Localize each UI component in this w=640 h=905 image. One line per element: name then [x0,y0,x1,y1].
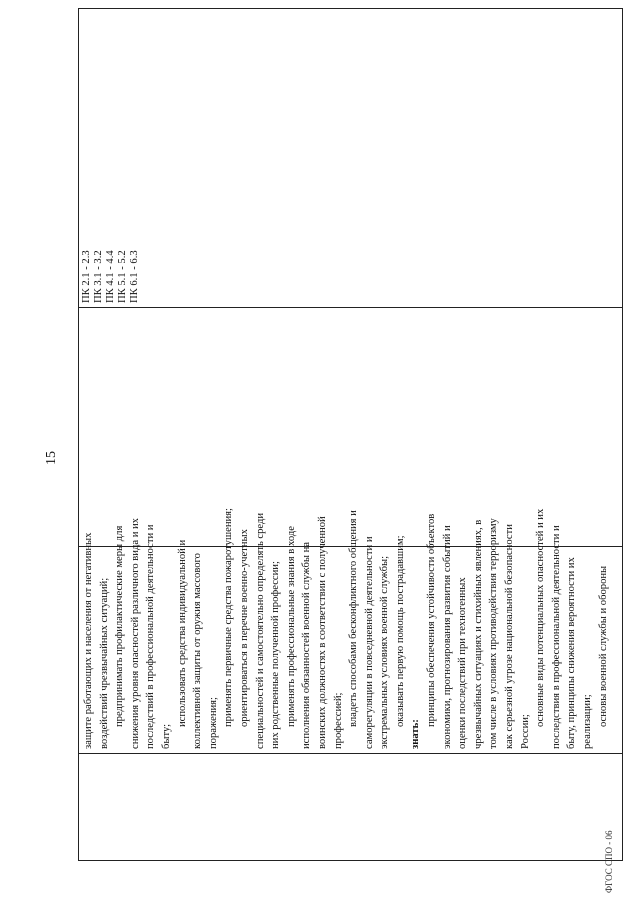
content-line: них родственные полученной профессии; [270,561,282,749]
content-line: России; [519,714,531,749]
content-line: основные виды потенциальных опасностей и их [535,508,547,727]
content-line: оценки последствий при техногенных [457,577,469,749]
content-line: защите работающих и населения от негативных [83,532,94,749]
content-line: исполнения обязанностей военной службы на [301,541,313,749]
content-line: знать: [410,719,422,749]
content-line: быту; [160,723,172,749]
competency-code: ПК 6.1 - 6.3 [129,250,140,303]
content-line: коллективной защиты от оружия массового [192,553,204,749]
footer-code: ФГОС СПО - 06 [604,830,614,893]
content-line: снижения уровня опасностей различного вида и их [129,518,141,749]
content-line: воздействий чрезвычайных ситуаций; [98,577,110,749]
cell-content [79,508,623,754]
content-line: реализации; [582,694,593,749]
content-line: том числе в условиях противодействия терроризму [488,518,500,749]
content-line: специальностей и самостоятельно определять среди [254,512,266,749]
content-line: чрезвычайных ситуациях и стихийных явлениях, в [472,519,484,749]
content-line: поражения; [207,696,219,749]
content-line: ориентироваться в перечне военно-учетных [238,529,250,727]
content-line: применять первичные средства пожаротушения; [223,508,235,727]
competency-code: ПК 5.1 - 5.2 [117,250,128,303]
content-line: оказывать первую помощь пострадавшим; [394,535,406,727]
cell-index [79,754,623,861]
content-line: профессией; [332,692,344,749]
content-lines [81,508,611,749]
content-line: основы военной службы и обороны [597,565,609,727]
content-line: экономики, прогнозирования развития событий и [441,525,453,749]
competency-code: ПК 4.1 - 4.4 [105,250,116,303]
standards-table [78,8,623,861]
content-line: саморегуляции в повседневной деятельности и [363,536,375,749]
competency-codes [81,13,141,303]
content-line: владеть способами бесконфликтного общения и [348,510,360,727]
cell-competencies [79,9,623,308]
competency-code: ПК 2.1 - 2.3 [81,250,92,303]
content-line: как серьезной угрозе национальной безопасности [504,524,516,749]
content-line: экстремальных условиях военной службы; [379,555,391,749]
competency-code: ПК 3.1 - 3.2 [93,250,104,303]
content-line: последствия в профессиональной деятельности и [550,525,562,749]
content-line: предпринимать профилактические меры для [114,525,126,727]
content-line: применять профессиональные знания в ходе [285,526,297,727]
content-line: воинских должностях в соответствии с полученной [316,516,328,749]
content-line: быту, принципы снижения вероятности их [566,557,578,749]
page-number: 15 [44,451,59,465]
content-line: принципы обеспечения устойчивости объектов [426,513,438,727]
content-line: последствий в профессиональной деятельности и [145,524,157,749]
table-row [79,9,623,861]
content-line: использовать средства индивидуальной и [176,539,188,727]
